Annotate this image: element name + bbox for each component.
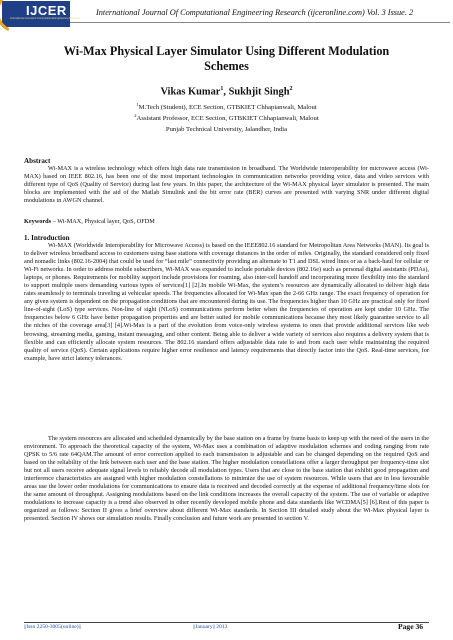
- keywords-label: Keywords: [24, 218, 52, 225]
- footer-date: ||January|| 2013: [193, 624, 228, 630]
- author-superscript: 2: [289, 86, 293, 92]
- abstract-heading: Abstract: [24, 157, 51, 165]
- paper-authors: [40, 86, 413, 97]
- intro-paragraph: The system resources are allocated and scheduled dynamically by the base station on a frame by frame basis to keep up with the need of the users in the environment. To approach the theoretical capacity of the system, Wi-Max uses a combination of adaptive modulation schemes and coding ranging from rate QPSK to 5/6 rate 64QAM.The amount of error correction applied to each transmission is adjustable and can be changed depending on the required QoS and based on the reliability of the link between each user and the base station. The higher modulation constellations offer a larger throughput per frequency-time slot but not all users receive adequate signal levels to reliably decode all modulation types. Users that are close to the base station that exhibit good propagation and interference characteristics are assigned with higher modulation constellations to minimize the use of system resources. While users that are in less favourable areas use the lower order modulations for communications to ensure data is received and decoded correctly at the expense of additional frequency/time slots for the same amount of throughput. Assigning modulations based on the link conditions increases the overall capacity of the system. The use of variable or adaptive modulations to increase capacity is a trend also observed in other recently developed mobile phone and data standards like WCDMA[5] [6].Rest of this paper is organized as follows: Section II gives a brief overview about different Wi-Max standards. In Section III detailed study about the Wi-Max physical layer is presented. Section IV shows our simulation results. Finally conclusion and future work are presented in section V.: [24, 435, 429, 523]
- affiliation-line: [40, 112, 413, 123]
- keywords: [24, 218, 429, 225]
- affiliation-line: [40, 123, 413, 134]
- abstract-text: Wi-MAX is a wireless technology which offers high data rate transmission in broadband. The Worldwide interoperability for microwave access (Wi-MAX) based on IEEE 802.16, has been one of the most important technologies in communication networks providing voice, data and video services with different type of QoS (Quality of Service) during last few years. In this paper, the architecture of the Wi-MAX physical layer simulator is presented. The main blocks are implemented with the aid of the Matlab Simulink and the bit error rate (BER) curves are presented with varying SNR under different digital modulations in AWGN channel.: [24, 165, 429, 205]
- journal-logo: [2, 1, 81, 27]
- affiliation-text: M.Tech (Student), ECE Section, GTBKIET Chhapianwali, Malout: [138, 104, 317, 112]
- journal-line: International Journal Of Computational Engineering Research (ijceronline.com) Vol. 3 Issue. 2: [96, 8, 414, 17]
- intro-paragraph: Wi-MAX (Worldwide Interoperability for Microwave Access) is based on the IEEE802.16 standard for Metropolitan Area Networks (MAN). Its goal is to deliver wireless broadband access to customers using base stations with coverage distances in the order of miles. Originally, the standard considered only fixed and nomadic links (802.16-2004) that could be used for “last mile” connectivity providing an alternate to T1 and DSL wired lines or as a back-haul for cellular or Wi-Fi networks. In order to address mobile subscribers, Wi-MAX was expanded to include portable devices (802.16e) such as personal digital assistants (PDAs), laptops, or phones. Requirements for mobility support include provisions for roaming, also inter-cell handoff and incorporating more flexibility into the standard to support multiple users demanding various types of services[1] [2].In mobile Wi-Max, the system’s resources are dynamically allocated to deliver high data rates seamlessly to terminals traveling at vehicular speeds. The frequencies allocated for Wi-Max span the 2-66 GHz range. The exact frequency of operation for any given system is dependent on the propagation conditions that are encountered during its use. The frequencies higher than 10 GHz are practical only for fixed line-of-sight (LoS) type services. Non-line of sight (NLoS) communications perform better when the frequencies of operation are kept under 10 GHz. The frequencies below 6 GHz have better propagation properties and are better suited for mobile communications because they most likely guarantee service to all the niches of the coverage area[3] [4].Wi-Max is a part of the evolution from voice-only wireless systems to ones that provide additional services like web browsing, streaming media, gaming, instant messaging, and other content. Being able to deliver a wide variety of services also requires a delivery system that is flexible and can efficiently allocate system resources. The 802.16 standard offers adjustable data rate to and from each user while maintaining the required quality of service (QoS). Certain applications require higher error resilience and latency requirements that directly factor into the QoS. Real-time services, for example, have strict latency tolerances.: [24, 242, 429, 362]
- logo-subtitle: International Journal of Computational Engineering Research: [10, 17, 81, 20]
- logo-text: IJCER: [26, 3, 67, 18]
- author-superscript: 1: [220, 86, 224, 92]
- author-separator: ,: [223, 86, 229, 98]
- affiliation-text: Assistant Professor, ECE Section, GTBKIET Chhapianwali, Malout: [136, 115, 319, 123]
- paper-title: Wi-Max Physical Layer Simulator Using Different Modulation Schemes: [63, 44, 390, 73]
- page-number: Page 36: [398, 622, 424, 631]
- section-heading: 1. Introduction: [24, 234, 70, 242]
- affiliation-text: Punjab Technical University, Jalandher, India: [165, 126, 288, 134]
- journal-header: [0, 0, 453, 30]
- keywords-list: – Wi-MAX, Physical layer, QoS, OFDM: [51, 218, 155, 225]
- header-divider: [70, 22, 450, 23]
- footer-issn: ||Issn 2250-3005(online)||: [24, 624, 81, 630]
- affiliations: [40, 101, 413, 135]
- affiliation-line: [40, 101, 413, 112]
- author-name: Vikas Kumar: [160, 86, 221, 98]
- affiliation-superscript: 1: [136, 102, 139, 107]
- affiliation-superscript: 2: [134, 113, 137, 119]
- author-name: Sukhjit Singh: [228, 86, 290, 98]
- footer-divider: [24, 622, 429, 623]
